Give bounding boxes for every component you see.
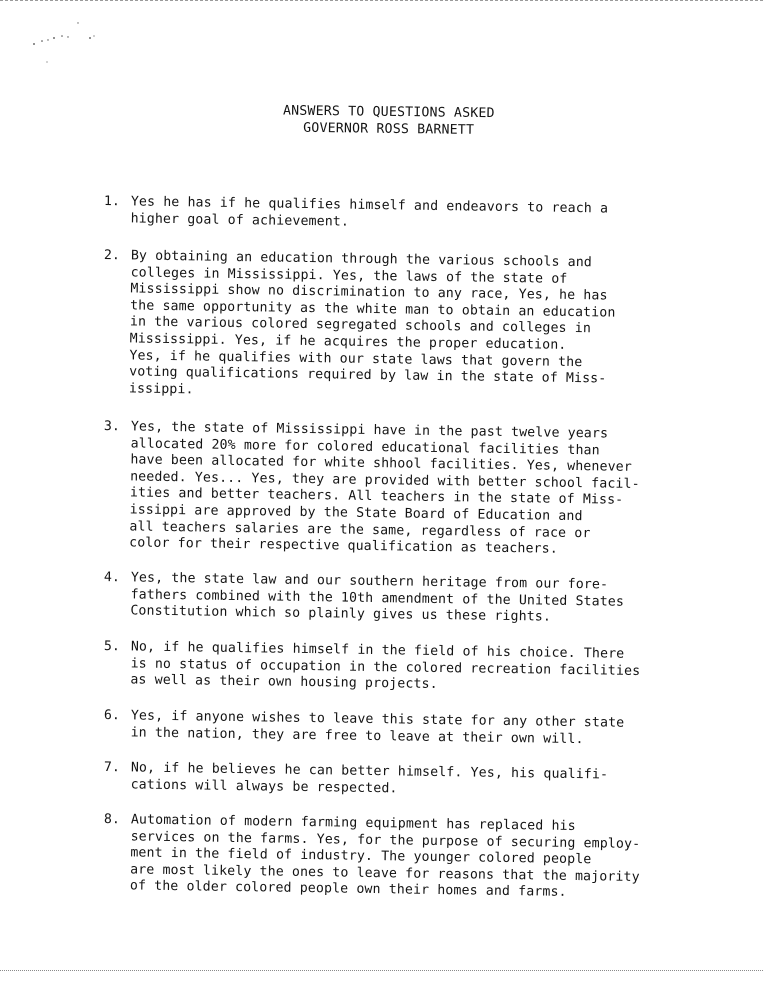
answer-item-1 — [104, 194, 704, 236]
answer-item-5 — [103, 639, 704, 698]
scan-top-edge — [0, 0, 763, 1]
answer-text: No, if he qualifies himself in the field of his choice. There is no status of occupation in the colored recreation facilities as well as their own housing projects. — [130, 639, 641, 693]
answer-number: 1. — [103, 194, 121, 210]
answer-text: Automation of modern farming equipment has replaced his services on the farms. Yes, for the purpose of securing employ- ment in the field of industry. The younger colored people are most likely the ones to leave for reasons that the majority of the older colored people own their homes and farms. — [129, 812, 641, 901]
scan-bottom-edge — [0, 970, 763, 971]
answer-item-4 — [103, 570, 704, 629]
answer-number: 3. — [103, 418, 121, 434]
title-line-1: ANSWERS TO QUESTIONS ASKED — [282, 103, 495, 122]
answer-item-8 — [103, 812, 704, 904]
answer-item-2 — [102, 248, 704, 406]
answer-number: 6. — [103, 707, 121, 724]
document-page — [103, 100, 704, 901]
answer-item-6 — [104, 708, 704, 750]
answer-number: 8. — [103, 812, 121, 828]
answer-text: Yes, the state of Mississippi have in the past twelve years allocated 20% more for colored educational facilities than have been allocated for white shhool facilities. Yes, whenever needed. Yes... Yes, they are provided with better school facil- ities and better teachers. All teachers in the state of Miss- issippi are approved by the State Board of Education and all teachers salaries are the same, regardless of race or color for their respective qualification as teachers. — [129, 418, 640, 557]
document-title — [74, 100, 704, 142]
answer-text: Yes he has if he qualifies himself and endeavors to reach a higher goal of achievement. — [130, 194, 609, 230]
title-line-2: GOVERNOR ROSS BARNETT — [303, 120, 475, 138]
answer-number: 2. — [103, 248, 121, 264]
answer-text: Yes, if anyone wishes to leave this state for any other state in the nation, they are free to leave at their own will. — [130, 708, 625, 747]
answer-item-7 — [104, 760, 704, 802]
answer-text: By obtaining an education through the various schools and colleges in Mississippi. Yes, the laws of the state of Mississippi show no discrimination to any race, Yes, he has the same opportunity as the white man to obtain an education in the various colored segregated schools and colleges in Mississippi. Yes, if he acquires the proper education. Yes, if he qualifies with our state laws that govern the voting qualifications required by law in the state of Miss- issippi. — [128, 248, 616, 398]
answer-number: 4. — [103, 570, 121, 586]
answer-text: No, if he believes he can better himself. Yes, his qualifi- cations will always be respected. — [130, 760, 609, 796]
answer-item-3 — [102, 419, 704, 561]
answer-text: Yes, the state law and our southern heritage from our fore- fathers combined with the 10th amendment of the United States Constitution which so plainly gives us these rights. — [130, 570, 625, 626]
scan-specks-graphic — [30, 20, 110, 70]
answer-number: 7. — [103, 760, 121, 776]
answers-list — [103, 194, 704, 901]
answer-number: 5. — [103, 639, 121, 655]
